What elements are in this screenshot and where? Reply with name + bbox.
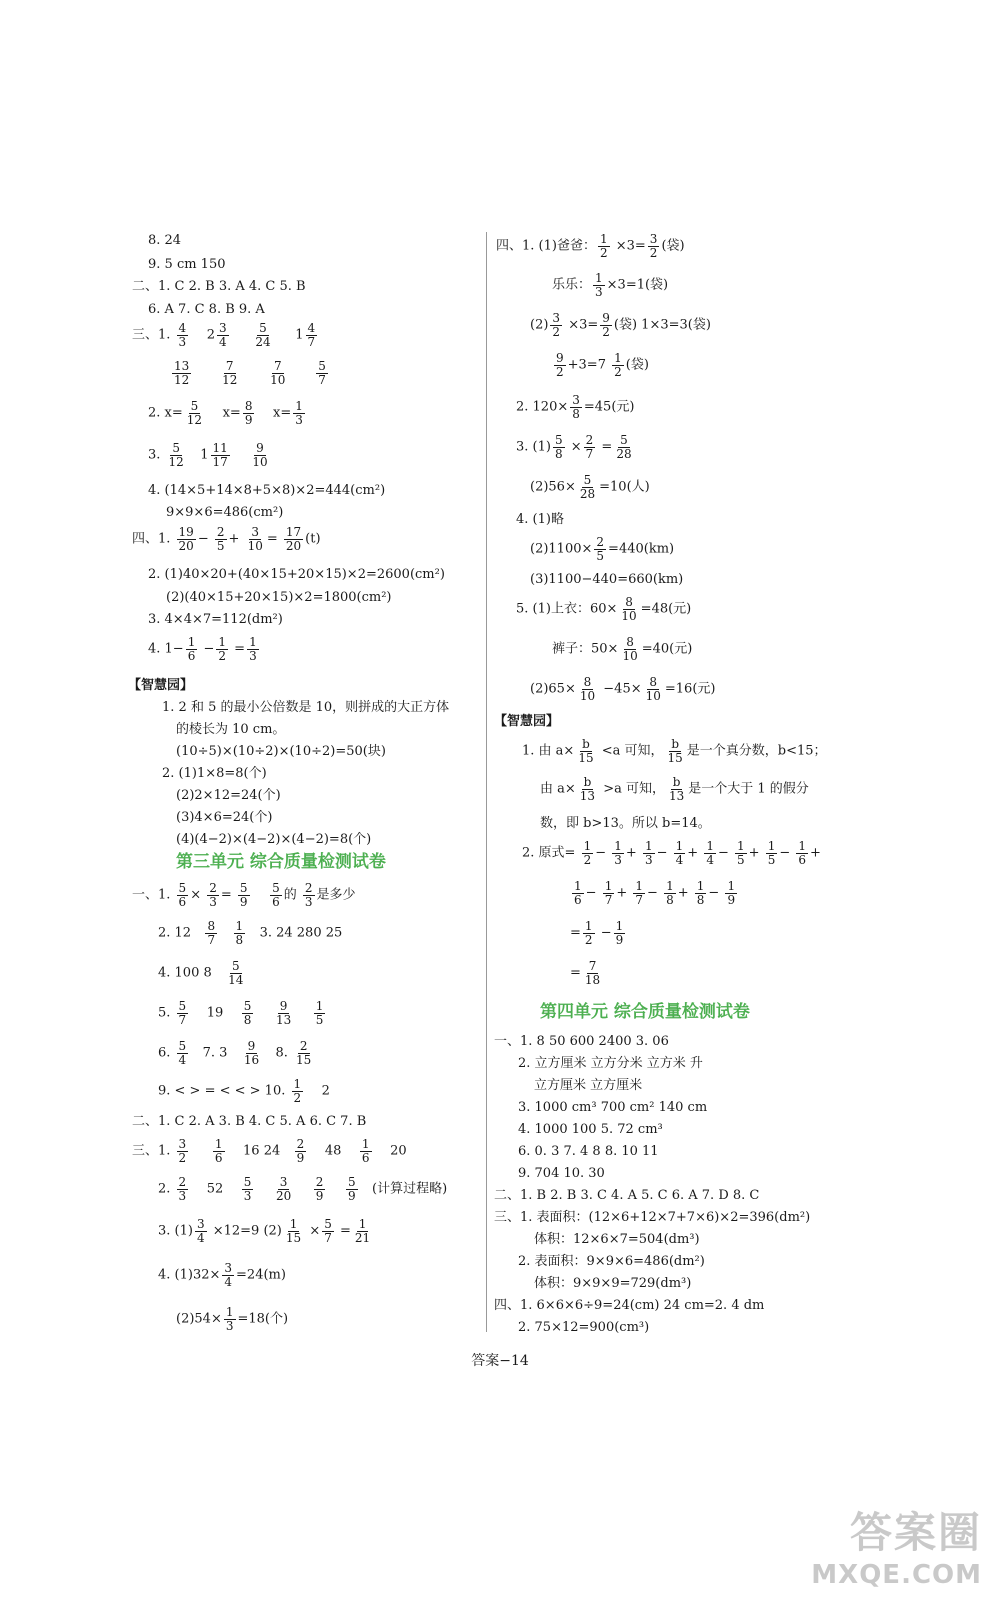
answer-line: (2)1100× $\frac{2}{5}$ =440(km) xyxy=(530,535,675,563)
answer-line: 4. 1000 100 5. 72 cm³ xyxy=(518,1122,663,1137)
answer-line: 1. 由 a× $\frac{b}{15}$ <a 可知， $\frac{b}{15}$ 是一个真分数，b<15； xyxy=(522,737,827,765)
answer-line: 四、1. 6×6×6÷9=24(cm) 24 cm=2. 4 dm xyxy=(494,1298,765,1313)
answer-line: 由 a× $\frac{b}{13}$ >a 可知， $\frac{b}{13}$ 是一个大于 1 的假分 xyxy=(540,775,809,803)
answer-line: $\frac{1}{6}$ − $\frac{1}{7}$ + $\frac{1}{7}$ − $\frac{1}{8}$ + $\frac{1}{8}$ − $\frac{1}{9}$ xyxy=(574,879,736,907)
answer-line: 5. $\frac{5}{7}$ 19 $\frac{5}{8}$ $\frac{9}{13}$ $\frac{1}{5}$ xyxy=(158,999,324,1027)
answer-line: (2)(40×15+20×15)×2=1800(cm²) xyxy=(166,590,392,605)
answer-line: 2. 立方厘米 立方分米 立方米 升 xyxy=(518,1056,703,1071)
answer-line: (2)54× $\frac{1}{3}$ =18(个) xyxy=(176,1305,289,1333)
answer-line: (2)2×12=24(个) xyxy=(176,788,281,803)
answer-line: 体积：9×9×9=729(dm³) xyxy=(534,1276,692,1291)
answer-line: 二、1. B 2. B 3. C 4. A 5. C 6. A 7. D 8. C xyxy=(494,1188,760,1203)
answer-line: (3)1100−440=660(km) xyxy=(530,572,684,587)
answer-line: (2)56× $\frac{5}{28}$ =10(人) xyxy=(530,473,650,501)
watermark-url: MXQE.COM xyxy=(811,1560,982,1590)
answer-line: 2. 75×12=900(cm³) xyxy=(518,1320,650,1335)
answer-line: 二、1. C 2. A 3. B 4. C 5. A 6. C 7. B xyxy=(132,1114,367,1129)
answer-line: (3)4×6=24(个) xyxy=(176,810,273,825)
section-heading: 第三单元 综合质量检测试卷 xyxy=(176,852,386,872)
section-label: 【智慧园】 xyxy=(494,714,560,729)
answer-line: 4. (1)略 xyxy=(516,512,564,527)
watermark-text: 答案圈 xyxy=(849,1508,982,1557)
answer-line: 2. x= $\frac{5}{12}$ x= $\frac{8}{9}$ x= $\frac{1}{3}$ xyxy=(148,399,303,427)
answer-line: 乐乐： $\frac{1}{3}$ ×3=1(袋) xyxy=(552,271,669,299)
answer-line: 3. $\frac{5}{12}$ 1 $\frac{11}{17}$ $\frac{9}{10}$ xyxy=(148,441,268,469)
page-number: 答案−14 xyxy=(471,1353,529,1369)
answer-line: $\frac{13}{12}$ $\frac{7}{12}$ $\frac{7}{10}$ $\frac{5}{7}$ xyxy=(174,359,326,387)
answer-line: (10÷5)×(10÷2)×(10÷2)=50(块) xyxy=(176,744,386,759)
answer-line: 三、1. $\frac{4}{3}$ 2 $\frac{3}{4}$ $\frac{5}{24}$ 1 $\frac{4}{7}$ xyxy=(132,321,316,349)
answer-line: 2. $\frac{2}{3}$ 52 $\frac{5}{3}$ $\frac{3}{20}$ $\frac{2}{9}$ $\frac{5}{9}$ (计算过程略) xyxy=(158,1175,448,1203)
answer-line: (4)(4−2)×(4−2)×(4−2)=8(个) xyxy=(176,832,372,847)
answer-line: 4. 1− $\frac{1}{6}$ − $\frac{1}{2}$ = $\frac{1}{3}$ xyxy=(148,635,257,663)
answer-line: 9×9×6=486(cm²) xyxy=(166,505,284,520)
answer-line: 8. 24 xyxy=(148,233,182,248)
answer-line: 3. (1) $\frac{5}{8}$ × $\frac{2}{7}$ = $\frac{5}{28}$ xyxy=(516,433,632,461)
answer-line: 三、1. 表面积：(12×6+12×7+7×6)×2=396(dm²) xyxy=(494,1210,811,1225)
answer-line: = $\frac{1}{2}$ − $\frac{1}{9}$ xyxy=(570,919,624,947)
answer-line: 数，即 b>13。所以 b=14。 xyxy=(540,816,711,831)
answer-line: 9. < > = < < > 10. $\frac{1}{2}$ 2 xyxy=(158,1077,330,1105)
answer-line: 4. (1)32× $\frac{3}{4}$ =24(m) xyxy=(158,1261,286,1289)
section-heading: 第四单元 综合质量检测试卷 xyxy=(540,1002,750,1022)
answer-line: 2. 120× $\frac{3}{8}$ =45(元) xyxy=(516,393,635,421)
answer-line: (2)65× $\frac{8}{10}$ −45× $\frac{8}{10}$ =16(元) xyxy=(530,675,716,703)
answer-line: 4. 100 8 $\frac{5}{14}$ xyxy=(158,959,244,987)
answer-line: 1. 2 和 5 的最小公倍数是 10，则拼成的大正方体 xyxy=(162,700,450,715)
answer-line: 的棱长为 10 cm。 xyxy=(176,722,286,737)
answer-line: 一、1. $\frac{5}{6}$ × $\frac{2}{3}$ = $\frac{5}{9}$ $\frac{5}{6}$ 的 $\frac{2}{3}$ 是多少 xyxy=(132,881,356,909)
answer-line: 三、1. $\frac{3}{2}$ $\frac{1}{6}$ 16 24 $\frac{2}{9}$ 48 $\frac{1}{6}$ 20 xyxy=(132,1137,407,1165)
answer-line: 3. 1000 cm³ 700 cm² 140 cm xyxy=(518,1100,708,1115)
answer-line: 二、1. C 2. B 3. A 4. C 5. B xyxy=(132,279,306,294)
answer-line: 3. (1) $\frac{3}{4}$ ×12=9 (2) $\frac{1}{15}$ × $\frac{5}{7}$ = $\frac{1}{21}$ xyxy=(158,1217,371,1245)
answer-line: 9. 704 10. 30 xyxy=(518,1166,605,1181)
answer-line: 3. 4×4×7=112(dm²) xyxy=(148,612,283,627)
section-label: 【智慧园】 xyxy=(128,678,194,693)
watermark-logo xyxy=(811,1500,982,1590)
answer-line: 2. 12 $\frac{8}{7}$ $\frac{1}{8}$ 3. 24 280 25 xyxy=(158,919,343,947)
answer-line: 6. 0. 3 7. 4 8 8. 10 11 xyxy=(518,1144,659,1159)
answer-line: 5. (1)上衣：60× $\frac{8}{10}$ =48(元) xyxy=(516,595,692,623)
answer-line: 立方厘米 立方厘米 xyxy=(534,1078,643,1093)
answer-line: 一、1. 8 50 600 2400 3. 06 xyxy=(494,1034,669,1049)
answer-line: 体积：12×6×7=504(dm³) xyxy=(534,1232,700,1247)
answer-line: 裤子：50× $\frac{8}{10}$ =40(元) xyxy=(552,635,693,663)
answer-line: (2) $\frac{3}{2}$ ×3= $\frac{9}{2}$ (袋) 1×3=3(袋) xyxy=(530,311,711,339)
answer-line: 2. 表面积：9×9×6=486(dm²) xyxy=(518,1254,705,1269)
answer-line: 4. (14×5+14×8+5×8)×2=444(cm²) xyxy=(148,483,386,498)
answer-line: 2. 原式= $\frac{1}{2}$ − $\frac{1}{3}$ + $\frac{1}{3}$ − $\frac{1}{4}$ + $\frac{1}{4}$ − $\frac{1}{5}$ + $\frac{1}{5}$ − $\frac{1}{6}$ + xyxy=(522,839,821,867)
answer-line: = $\frac{7}{18}$ xyxy=(570,959,601,987)
answer-line: 9. 5 cm 150 xyxy=(148,257,226,272)
answer-line: 6. A 7. C 8. B 9. A xyxy=(148,302,265,317)
answer-line: 2. (1)1×8=8(个) xyxy=(162,766,267,781)
answer-line: 四、1. (1)爸爸： $\frac{1}{2}$ ×3= $\frac{3}{2}$ (袋) xyxy=(496,232,685,260)
answer-line: 2. (1)40×20+(40×15+20×15)×2=2600(cm²) xyxy=(148,567,445,582)
answer-line: 四、1. $\frac{19}{20}$ − $\frac{2}{5}$ + $\frac{3}{10}$ = $\frac{17}{20}$ (t) xyxy=(132,525,321,553)
answer-line: $\frac{9}{2}$ +3=7 $\frac{1}{2}$ (袋) xyxy=(556,351,649,379)
answer-line: 6. $\frac{5}{4}$ 7. 3 $\frac{9}{16}$ 8. $\frac{2}{15}$ xyxy=(158,1039,312,1067)
